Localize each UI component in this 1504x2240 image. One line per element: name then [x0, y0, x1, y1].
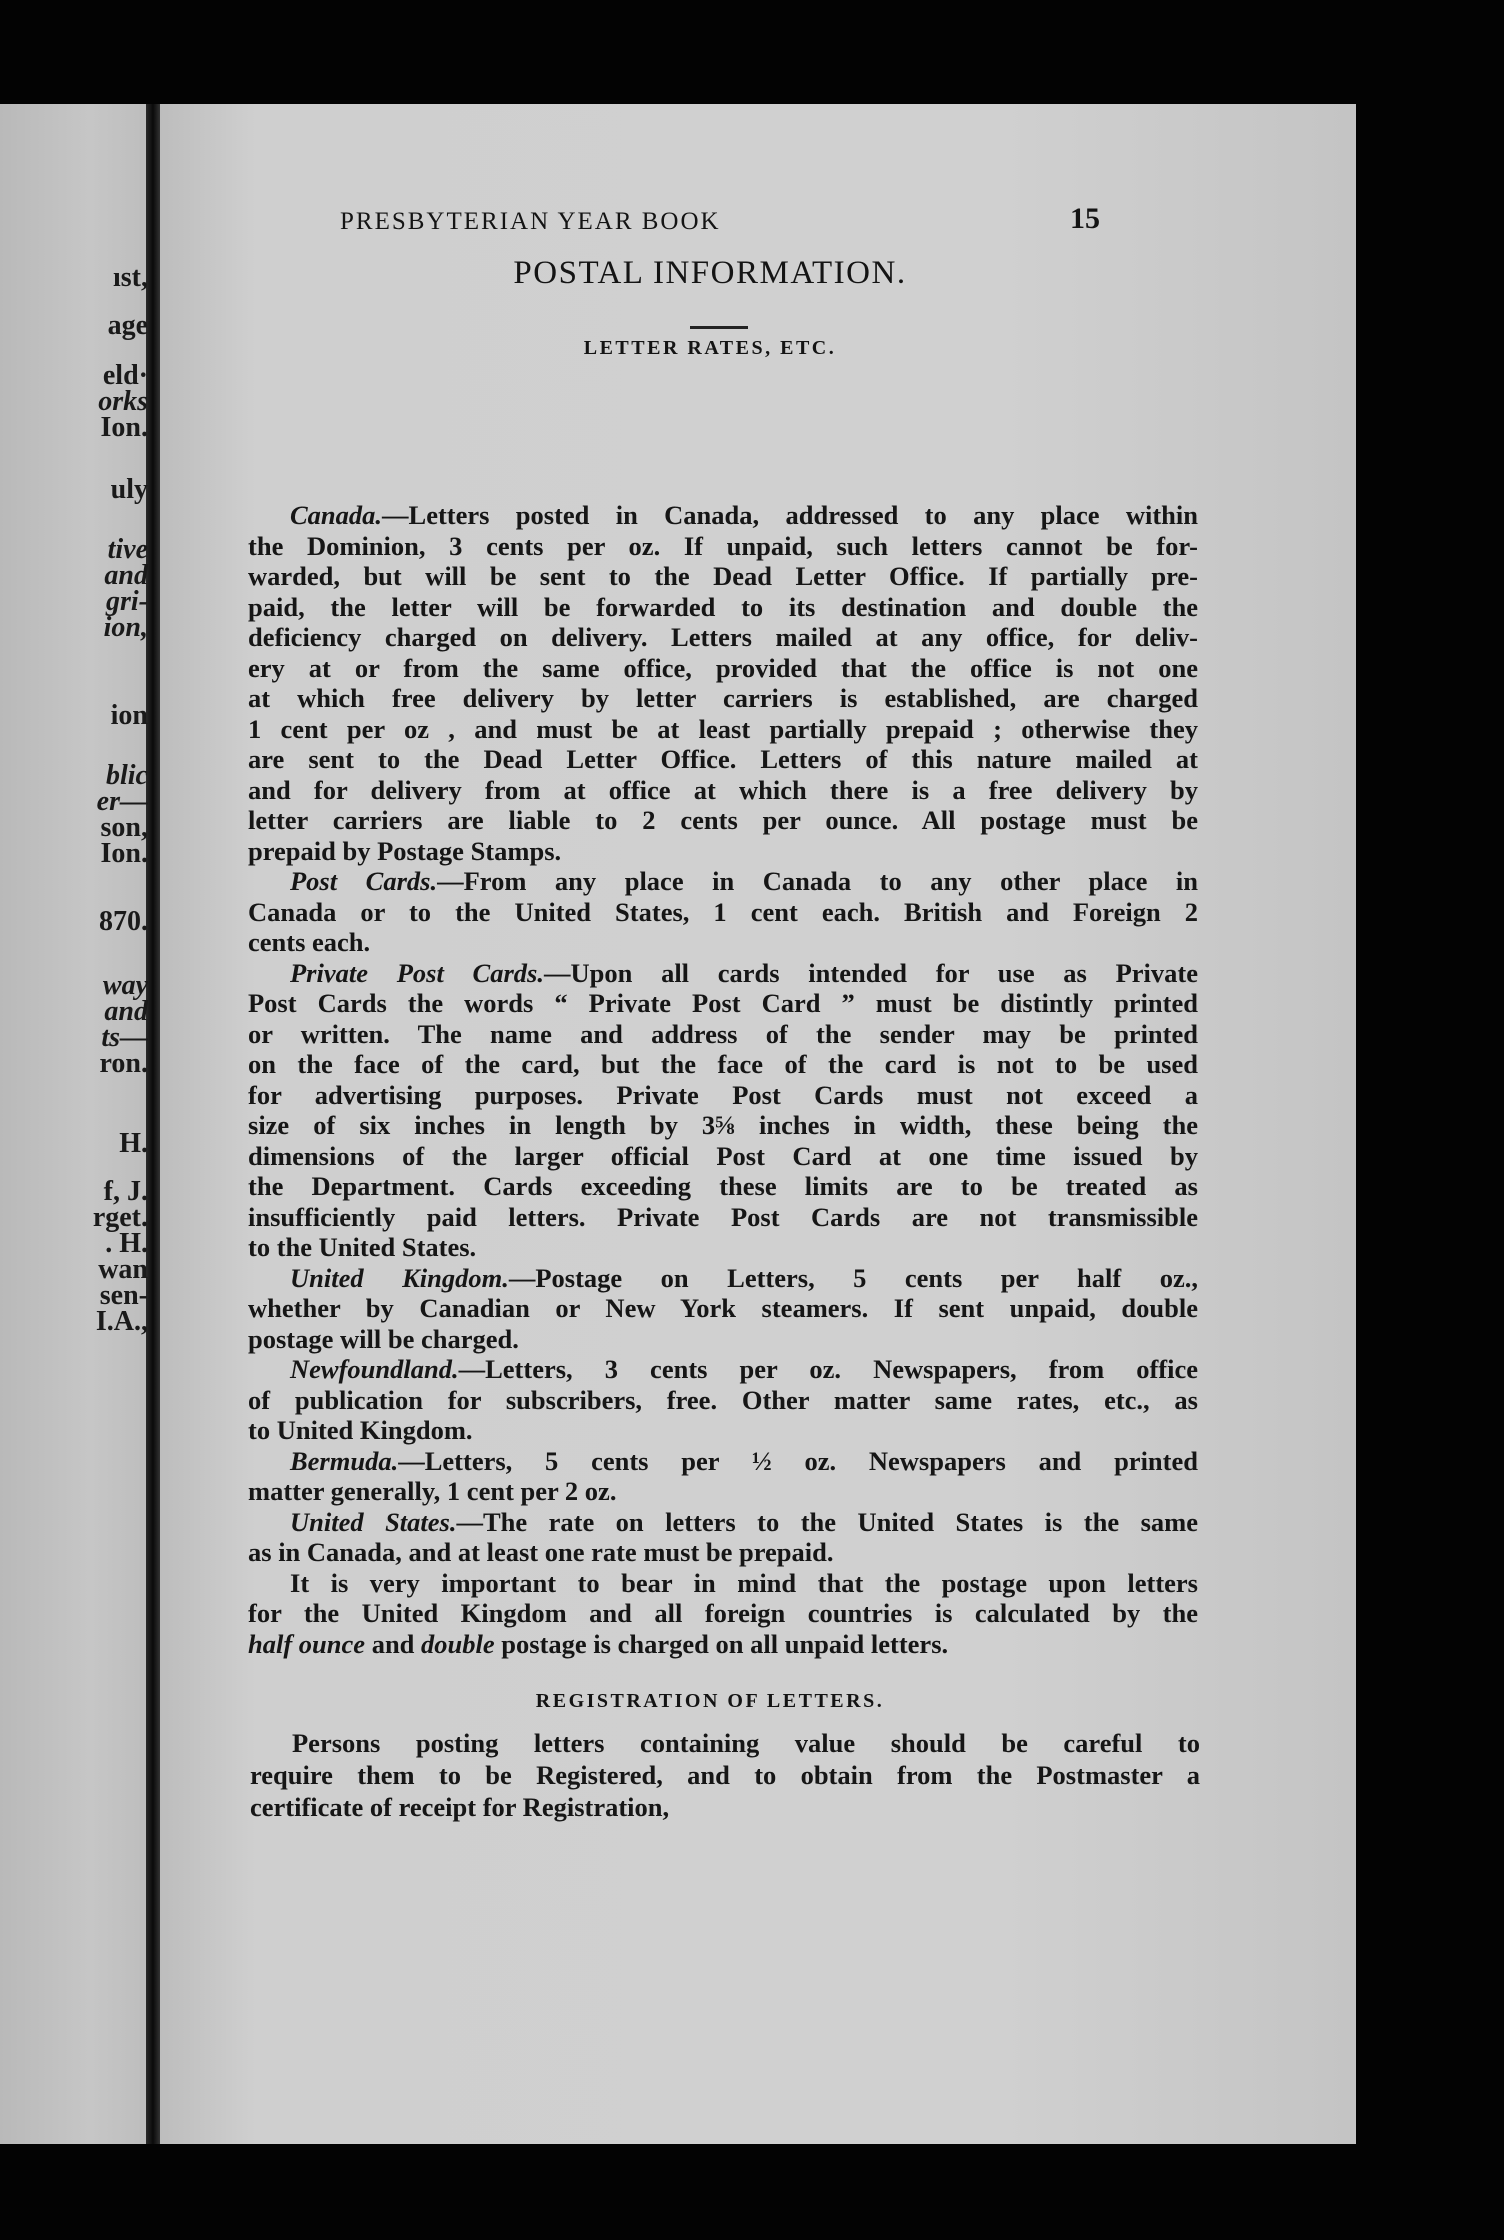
line-text: or written. The name and address of the sender may be printed [248, 1018, 1198, 1049]
canada-line [248, 683, 1198, 714]
line-text: warded, but will be sent to the Dead Letter Office. If partially pre- [248, 561, 1198, 591]
left-page-fragment: ıst, [113, 262, 148, 293]
left-page-fragment: ts— [101, 1022, 148, 1053]
registration-body [250, 1727, 1200, 1823]
left-page-fragment: sen- [99, 1280, 148, 1311]
line-text: ery at or from the same office, provided that the office is not one [248, 652, 1198, 683]
important-line [248, 1629, 1198, 1660]
left-page-fragment: uly [110, 474, 148, 505]
private-post-cards-line [248, 1080, 1198, 1111]
left-page-fragment: ion [110, 700, 148, 731]
left-page-fragment: and [104, 996, 148, 1027]
left-page-fragment: er— [96, 786, 148, 817]
canada-line [248, 500, 1198, 531]
left-page-fragment: H. [119, 1128, 148, 1159]
emphasis: double [421, 1628, 495, 1659]
left-page-fragment: way [102, 970, 148, 1001]
line-text: dimensions of the larger official Post Card at one time issued by [248, 1140, 1198, 1171]
line-text: whether by Canadian or New York steamers. If sent unpaid, double [248, 1293, 1198, 1323]
private-post-cards-line [248, 1110, 1198, 1141]
private-post-cards-line [248, 1171, 1198, 1202]
canada-line [248, 592, 1198, 623]
left-page-fragment: 870. [99, 906, 148, 937]
left-page-fragment: orks [98, 386, 148, 417]
left-page-fragment: son, [100, 812, 148, 843]
left-page-fragment: . H. [105, 1228, 148, 1259]
line-text: —Letters posted in Canada, addressed to any place within [382, 500, 1198, 530]
left-page-fragment: rget. [92, 1202, 148, 1233]
paragraph-lead: Newfoundland. [290, 1354, 459, 1384]
running-title: PRESBYTERIAN YEAR BOOK [340, 208, 721, 235]
canada-line [248, 531, 1198, 562]
emphasis: half ounce [248, 1628, 366, 1659]
left-page-fragment: ion, [103, 612, 148, 643]
bermuda-line [248, 1446, 1198, 1477]
subhead-letter-rates: LETTER RATES, ETC. [583, 337, 837, 359]
line-text: Canada or to the United States, 1 cent each. British and Foreign 2 [248, 896, 1198, 927]
line-text: and [365, 1628, 422, 1659]
left-page-fragment: f, J. [103, 1176, 148, 1207]
line-text: —The rate on letters to the United States is the same [456, 1506, 1198, 1537]
canada-line [248, 561, 1198, 592]
left-page-fragment: I.A., [95, 1306, 148, 1337]
title-rule [690, 326, 748, 329]
paragraph-lead: United Kingdom. [290, 1262, 509, 1293]
line-text: to the United States. [248, 1232, 477, 1262]
line-text: the Dominion, 3 cents per oz. If unpaid, such letters cannot be for- [248, 530, 1198, 561]
united-kingdom-line [248, 1263, 1198, 1294]
important-line [248, 1598, 1198, 1629]
line-text: size of six inches in length by 3⅝ inches in width, these being the [248, 1110, 1198, 1140]
line-text: postage is charged on all unpaid letters. [494, 1628, 949, 1659]
page-number: 15 [1070, 202, 1100, 235]
line-text: for the United Kingdom and all foreign countries is calculated by the [248, 1598, 1198, 1628]
line-text: insufficiently paid letters. Private Post Cards are not transmissible [248, 1201, 1198, 1232]
paragraph-lead: Bermuda. [290, 1445, 399, 1476]
left-page-fragment: wan [98, 1254, 148, 1285]
bermuda-line [248, 1476, 1198, 1507]
paragraph-lead: United States. [290, 1506, 457, 1537]
line-text: to United Kingdom. [248, 1415, 473, 1445]
canada-line [248, 653, 1198, 684]
line-text: certificate of receipt for Registration, [250, 1792, 670, 1822]
left-page-fragment: eld· [102, 360, 148, 391]
newfoundland-line [248, 1354, 1198, 1385]
line-text: cents each. [248, 927, 371, 957]
line-text: Post Cards the words “ Private Post Card ” must be distintly printed [248, 988, 1198, 1018]
registration-line [250, 1727, 1200, 1759]
united-states-line [248, 1537, 1198, 1568]
left-page-fragment: tive [107, 534, 148, 565]
private-post-cards-line [248, 1202, 1198, 1233]
private-post-cards-line [248, 1141, 1198, 1172]
line-text: paid, the letter will be forwarded to its destination and double the [248, 591, 1198, 622]
line-text: matter generally, 1 cent per 2 oz. [248, 1476, 617, 1506]
left-page-fragment: Ion. [100, 412, 148, 443]
line-text: and for delivery from at office at which there is a free delivery by [248, 774, 1198, 805]
left-page-fragment: age [107, 310, 148, 341]
line-text: Persons posting letters containing value should be careful to [292, 1728, 1200, 1758]
left-page-fragment: Ion. [100, 838, 148, 869]
line-text: —From any place in Canada to any other place in [437, 866, 1198, 896]
line-text: —Upon all cards intended for use as Private [543, 957, 1198, 988]
page-gutter [146, 104, 160, 2144]
line-text: —Postage on Letters, 5 cents per half oz., [508, 1262, 1198, 1293]
paragraph-lead: Post Cards. [290, 866, 438, 896]
line-text: deficiency charged on delivery. Letters mailed at any office, for deliv- [248, 622, 1198, 652]
private-post-cards-line [248, 988, 1198, 1019]
united-kingdom-line [248, 1324, 1198, 1355]
subhead-registration: REGISTRATION OF LETTERS. [535, 1690, 885, 1712]
line-text: letter carriers are liable to 2 cents per ounce. All postage must be [248, 805, 1198, 835]
line-text: —Letters, 5 cents per ½ oz. Newspapers and printed [398, 1445, 1198, 1476]
line-text: 1 cent per oz , and must be at least partially prepaid ; otherwise they [248, 713, 1198, 744]
paragraph-lead: Canada. [290, 500, 383, 530]
left-page-fragment: ron. [99, 1048, 148, 1079]
private-post-cards-line [248, 1232, 1198, 1263]
line-text: for advertising purposes. Private Post Cards must not exceed a [248, 1079, 1198, 1110]
canada-line [248, 744, 1198, 775]
registration-line [250, 1791, 1200, 1823]
private-post-cards-line [248, 958, 1198, 989]
united-states-line [248, 1507, 1198, 1538]
section-title: POSTAL INFORMATION. [513, 255, 907, 291]
canada-line [248, 622, 1198, 653]
line-text: the Department. Cards exceeding these limits are to be treated as [248, 1171, 1198, 1201]
line-text: postage will be charged. [248, 1323, 519, 1354]
canada-line [248, 714, 1198, 745]
important-line [248, 1568, 1198, 1599]
paragraph-lead: Private Post Cards. [290, 957, 544, 988]
canada-line [248, 836, 1198, 867]
post-cards-line [248, 866, 1198, 897]
left-page-fragment: and [104, 560, 148, 591]
line-text: prepaid by Postage Stamps. [248, 835, 562, 866]
line-text: at which free delivery by letter carriers is established, are charged [248, 683, 1198, 713]
post-cards-line [248, 927, 1198, 958]
newfoundland-line [248, 1415, 1198, 1446]
line-text: as in Canada, and at least one rate must be prepaid. [248, 1537, 834, 1567]
canada-line [248, 805, 1198, 836]
left-page-fragment: gri- [106, 586, 148, 617]
line-text: —Letters, 3 cents per oz. Newspapers, from office [458, 1354, 1198, 1384]
private-post-cards-line [248, 1049, 1198, 1080]
line-text: require them to be Registered, and to obtain from the Postmaster a [250, 1760, 1200, 1790]
letter-rates-body [248, 500, 1198, 1659]
left-page-fragment: blic [106, 760, 148, 791]
canada-line [248, 775, 1198, 806]
registration-line [250, 1759, 1200, 1791]
united-kingdom-line [248, 1293, 1198, 1324]
post-cards-line [248, 897, 1198, 928]
line-text: are sent to the Dead Letter Office. Letters of this nature mailed at [248, 744, 1198, 774]
line-text: It is very important to bear in mind that the postage upon letters [290, 1567, 1198, 1598]
line-text: on the face of the card, but the face of the card is not to be used [248, 1049, 1198, 1079]
newfoundland-line [248, 1385, 1198, 1416]
private-post-cards-line [248, 1019, 1198, 1050]
line-text: of publication for subscribers, free. Other matter same rates, etc., as [248, 1384, 1198, 1415]
